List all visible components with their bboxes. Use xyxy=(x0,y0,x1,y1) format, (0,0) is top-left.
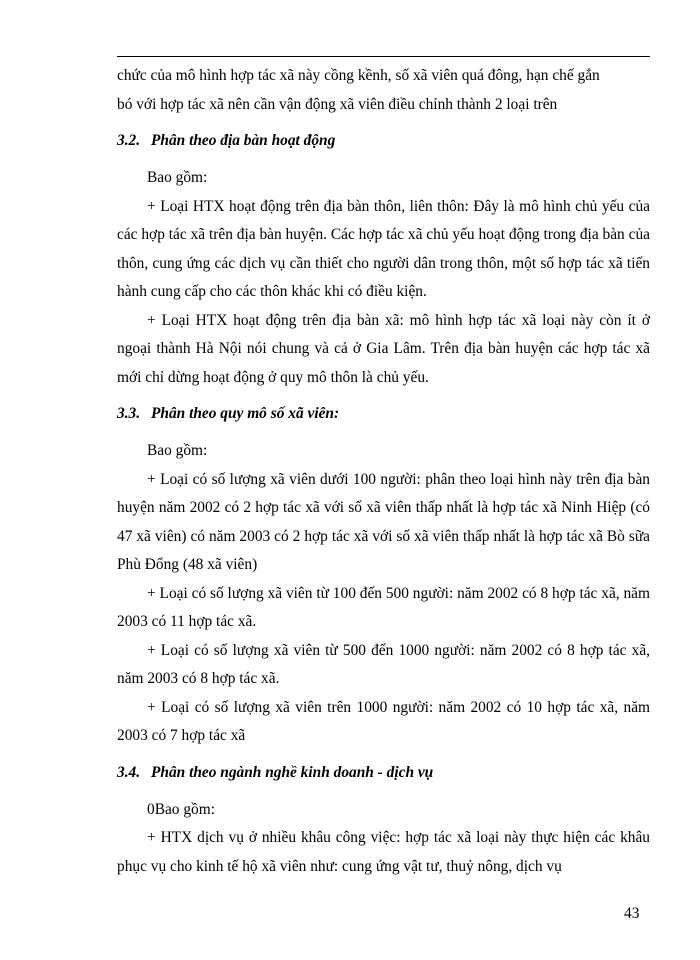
section-3-3-item-1: + Loại có số lượng xã viên dưới 100 người: phân theo loại hình này trên địa bàn huyện năm 2002 có 2 hợp tác xã với số xã viên thấp nhất là hợp tác xã Ninh Hiệp (có 47 xã viên) có năm 2003 có 2 hợp tác xã với số xã viên thấp nhất là hợp tác xã Bò sữa Phù Đổng (48 xã viên) xyxy=(117,470,650,573)
section-3-2-intro: Bao gồm: xyxy=(147,169,208,186)
section-3-2-item-2: + Loại HTX hoạt động trên địa bàn xã: mô hình hợp tác xã loại này còn ít ở ngoại thành Hà Nội nói chung và cả ở Gia Lâm. Trên địa bàn huyện các hợp tác xã mới chỉ dừng hoạt động ở quy mô thôn là chủ yếu. xyxy=(117,311,650,386)
section-3-4-item-1: + HTX dịch vụ ở nhiều khâu công việc: hợp tác xã loại này thực hiện các khâu phục vụ cho kinh tế hộ xã viên như: cung ứng vật tư, thuỷ nông, dịch vụ xyxy=(117,829,650,875)
header-rule xyxy=(117,56,650,57)
section-3-4-number: 3.4. xyxy=(117,763,141,781)
section-3-2-title: Phân theo địa bàn hoạt động xyxy=(151,132,336,149)
page-body xyxy=(117,62,650,881)
section-3-4-title: Phân theo ngành nghề kinh doanh - dịch vụ xyxy=(151,763,434,781)
section-3-3-item-3: + Loại có số lượng xã viên từ 500 đến 1000 người: năm 2002 có 8 hợp tác xã, năm 2003 có 8 hợp tác xã. xyxy=(117,641,650,687)
section-3-3-intro: Bao gồm: xyxy=(147,442,208,459)
section-3-4-heading xyxy=(117,759,650,787)
section-3-3-item-2: + Loại có số lượng xã viên từ 100 đến 500 người: năm 2002 có 8 hợp tác xã, năm 2003 có 11 hợp tác xã. xyxy=(117,584,650,630)
section-3-3-heading xyxy=(117,400,650,428)
section-3-3-title: Phân theo quy mô số xã viên: xyxy=(151,405,340,422)
section-3-2-number: 3.2. xyxy=(117,132,141,149)
section-3-2-heading xyxy=(117,127,650,155)
page-number: 43 xyxy=(624,905,640,922)
section-3-3-number: 3.3. xyxy=(117,405,141,422)
section-3-2-item-1: + Loại HTX hoạt động trên địa bàn thôn, liên thôn: Đây là mô hình chủ yếu của các hợp tác xã trên địa bàn huyện. Các hợp tác xã chủ yếu hoạt động trong địa bàn của thôn, cung ứng các dịch vụ cần thiết cho người dân trong thôn, một số hợp tác xã tiến hành cung cấp cho các thôn khác khi có điều kiện. xyxy=(117,197,650,300)
section-3-4-intro: 0Bao gồm: xyxy=(147,800,215,818)
continued-paragraph-line-1: chức của mô hình hợp tác xã này cồng kềnh, số xã viên quá đông, hạn chế gắn xyxy=(117,67,600,84)
section-3-3-item-4: + Loại có số lượng xã viên trên 1000 người: năm 2002 có 10 hợp tác xã, năm 2003 có 7 hợp tác xã xyxy=(117,698,650,744)
continued-paragraph-line-2: bó với hợp tác xã nên cần vận động xã viên điều chỉnh thành 2 loại trên xyxy=(117,95,558,113)
